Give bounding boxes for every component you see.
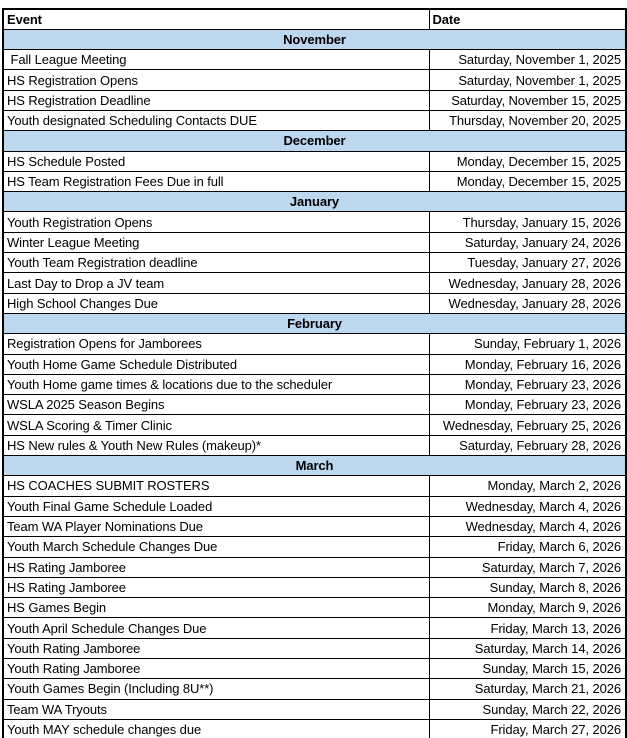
event-name-cell: HS New rules & Youth New Rules (makeup)* xyxy=(3,435,429,455)
event-name-cell: Youth Games Begin (Including 8U**) xyxy=(3,679,429,699)
event-name-cell: Youth Final Game Schedule Loaded xyxy=(3,496,429,516)
event-row xyxy=(3,679,626,699)
date-column-header: Date xyxy=(429,9,626,29)
event-row xyxy=(3,577,626,597)
event-date-cell: Wednesday, January 28, 2026 xyxy=(429,293,626,313)
month-header-cell: February xyxy=(3,313,626,333)
event-date-cell: Friday, March 6, 2026 xyxy=(429,537,626,557)
month-header-cell: November xyxy=(3,29,626,49)
event-date-cell: Monday, February 23, 2026 xyxy=(429,374,626,394)
event-row xyxy=(3,659,626,679)
event-name-cell: Youth Home game times & locations due to the scheduler xyxy=(3,374,429,394)
event-row xyxy=(3,354,626,374)
event-date-cell: Tuesday, January 27, 2026 xyxy=(429,253,626,273)
event-row xyxy=(3,374,626,394)
event-date-cell: Thursday, November 20, 2025 xyxy=(429,110,626,130)
event-name-cell: WSLA 2025 Season Begins xyxy=(3,395,429,415)
event-name-cell: HS Games Begin xyxy=(3,598,429,618)
event-name-cell: Youth Rating Jamboree xyxy=(3,638,429,658)
event-row xyxy=(3,557,626,577)
event-name-cell: HS Registration Opens xyxy=(3,70,429,90)
event-row xyxy=(3,516,626,536)
month-header-cell: March xyxy=(3,456,626,476)
event-date-cell: Monday, March 2, 2026 xyxy=(429,476,626,496)
event-name-cell: Fall League Meeting xyxy=(3,50,429,70)
event-row xyxy=(3,232,626,252)
event-name-cell: Youth March Schedule Changes Due xyxy=(3,537,429,557)
event-date-cell: Saturday, March 21, 2026 xyxy=(429,679,626,699)
event-name-cell: Team WA Player Nominations Due xyxy=(3,516,429,536)
event-name-cell: Youth Team Registration deadline xyxy=(3,253,429,273)
event-name-cell: Last Day to Drop a JV team xyxy=(3,273,429,293)
event-name-cell: HS Registration Deadline xyxy=(3,90,429,110)
event-name-cell: HS Team Registration Fees Due in full xyxy=(3,171,429,191)
event-row xyxy=(3,151,626,171)
event-date-cell: Sunday, March 22, 2026 xyxy=(429,699,626,719)
event-name-cell: High School Changes Due xyxy=(3,293,429,313)
event-name-cell: HS Rating Jamboree xyxy=(3,577,429,597)
event-name-cell: WSLA Scoring & Timer Clinic xyxy=(3,415,429,435)
event-name-cell: HS COACHES SUBMIT ROSTERS xyxy=(3,476,429,496)
table-header-row xyxy=(3,9,626,29)
event-name-cell: Youth MAY schedule changes due xyxy=(3,719,429,738)
event-date-cell: Sunday, February 1, 2026 xyxy=(429,334,626,354)
event-date-cell: Monday, December 15, 2025 xyxy=(429,171,626,191)
event-date-cell: Monday, February 16, 2026 xyxy=(429,354,626,374)
event-date-cell: Sunday, March 15, 2026 xyxy=(429,659,626,679)
event-name-cell: Youth Rating Jamboree xyxy=(3,659,429,679)
event-date-cell: Saturday, November 15, 2025 xyxy=(429,90,626,110)
event-date-cell: Sunday, March 8, 2026 xyxy=(429,577,626,597)
event-column-header: Event xyxy=(3,9,429,29)
schedule-table xyxy=(2,8,627,738)
event-date-cell: Saturday, February 28, 2026 xyxy=(429,435,626,455)
event-name-cell: HS Rating Jamboree xyxy=(3,557,429,577)
event-row xyxy=(3,334,626,354)
event-row xyxy=(3,719,626,738)
month-header-cell: January xyxy=(3,192,626,212)
event-date-cell: Friday, March 27, 2026 xyxy=(429,719,626,738)
event-name-cell: Registration Opens for Jamborees xyxy=(3,334,429,354)
event-date-cell: Monday, December 15, 2025 xyxy=(429,151,626,171)
month-header-row xyxy=(3,131,626,151)
event-date-cell: Saturday, March 14, 2026 xyxy=(429,638,626,658)
event-date-cell: Wednesday, March 4, 2026 xyxy=(429,516,626,536)
event-date-cell: Saturday, January 24, 2026 xyxy=(429,232,626,252)
event-row xyxy=(3,273,626,293)
event-row xyxy=(3,618,626,638)
event-name-cell: Winter League Meeting xyxy=(3,232,429,252)
event-date-cell: Wednesday, March 4, 2026 xyxy=(429,496,626,516)
event-row xyxy=(3,638,626,658)
event-row xyxy=(3,598,626,618)
event-row xyxy=(3,537,626,557)
event-name-cell: Youth designated Scheduling Contacts DUE xyxy=(3,110,429,130)
event-date-cell: Monday, February 23, 2026 xyxy=(429,395,626,415)
event-date-cell: Saturday, March 7, 2026 xyxy=(429,557,626,577)
month-header-row xyxy=(3,456,626,476)
event-name-cell: Youth April Schedule Changes Due xyxy=(3,618,429,638)
event-row xyxy=(3,171,626,191)
event-row xyxy=(3,50,626,70)
event-row xyxy=(3,476,626,496)
event-date-cell: Friday, March 13, 2026 xyxy=(429,618,626,638)
month-header-row xyxy=(3,29,626,49)
event-row xyxy=(3,395,626,415)
event-row xyxy=(3,90,626,110)
event-date-cell: Saturday, November 1, 2025 xyxy=(429,50,626,70)
event-name-cell: Youth Registration Opens xyxy=(3,212,429,232)
month-header-row xyxy=(3,192,626,212)
event-row xyxy=(3,435,626,455)
event-row xyxy=(3,253,626,273)
event-row xyxy=(3,496,626,516)
event-date-cell: Wednesday, January 28, 2026 xyxy=(429,273,626,293)
event-row xyxy=(3,699,626,719)
event-name-cell: Team WA Tryouts xyxy=(3,699,429,719)
event-name-cell: HS Schedule Posted xyxy=(3,151,429,171)
month-header-cell: December xyxy=(3,131,626,151)
event-date-cell: Thursday, January 15, 2026 xyxy=(429,212,626,232)
event-row xyxy=(3,293,626,313)
event-name-cell: Youth Home Game Schedule Distributed xyxy=(3,354,429,374)
event-date-cell: Monday, March 9, 2026 xyxy=(429,598,626,618)
event-date-cell: Wednesday, February 25, 2026 xyxy=(429,415,626,435)
event-row xyxy=(3,70,626,90)
event-row xyxy=(3,212,626,232)
event-date-cell: Saturday, November 1, 2025 xyxy=(429,70,626,90)
event-row xyxy=(3,110,626,130)
event-row xyxy=(3,415,626,435)
month-header-row xyxy=(3,313,626,333)
